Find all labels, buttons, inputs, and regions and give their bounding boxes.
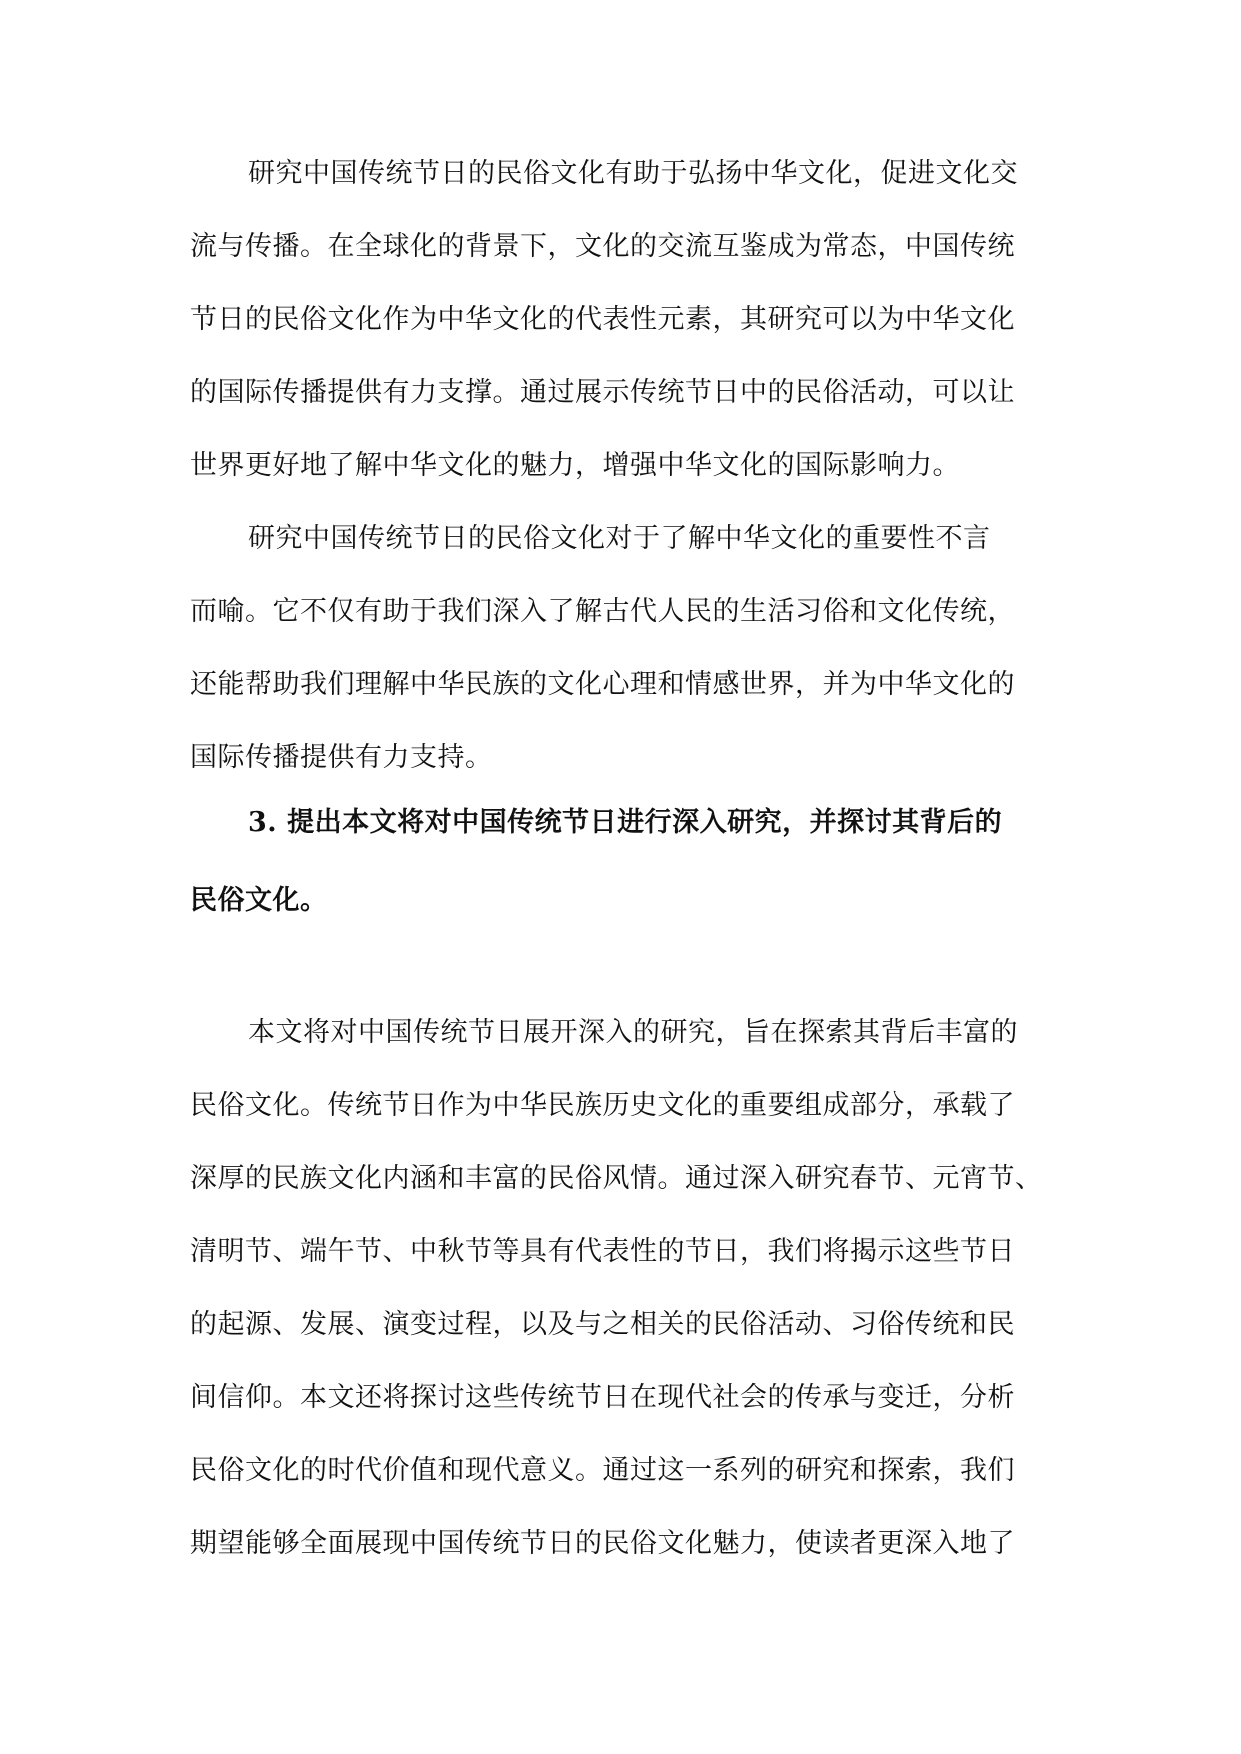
paragraph-1-line: 研究中国传统节日的民俗文化有助于弘扬中华文化，促进文化交: [248, 158, 1018, 189]
paragraph-2-line: 还能帮助我们理解中华民族的文化心理和情感世界，并为中华文化的: [190, 669, 1015, 700]
paragraph-2-line: 而喻。它不仅有助于我们深入了解古代人民的生活习俗和文化传统，: [190, 596, 1015, 627]
paragraph-3-line: 间信仰。本文还将探讨这些传统节日在现代社会的传承与变迁，分析: [190, 1382, 1015, 1413]
paragraph-3-line: 本文将对中国传统节日展开深入的研究，旨在探索其背后丰富的: [248, 1017, 1018, 1048]
paragraph-3-line: 清明节、端午节、中秋节等具有代表性的节日，我们将揭示这些节日: [190, 1236, 1015, 1267]
paragraph-1-line: 节日的民俗文化作为中华文化的代表性元素，其研究可以为中华文化: [190, 304, 1015, 335]
paragraph-1-line: 流与传播。在全球化的背景下，文化的交流互鉴成为常态，中国传统: [190, 231, 1015, 262]
paragraph-3-line: 民俗文化。传统节日作为中华民族历史文化的重要组成部分，承载了: [190, 1090, 1015, 1121]
paragraph-3-line: 的起源、发展、演变过程，以及与之相关的民俗活动、习俗传统和民: [190, 1309, 1015, 1340]
paragraph-3-line: 民俗文化的时代价值和现代意义。通过这一系列的研究和探索，我们: [190, 1455, 1015, 1486]
paragraph-3-line: 期望能够全面展现中国传统节日的民俗文化魅力，使读者更深入地了: [190, 1528, 1015, 1559]
paragraph-1-line: 的国际传播提供有力支撑。通过展示传统节日中的民俗活动，可以让: [190, 377, 1015, 408]
paragraph-2: [190, 502, 1050, 794]
paragraph-1: [190, 137, 1050, 502]
section-heading: [190, 784, 1050, 940]
paragraph-3: [190, 996, 1050, 1580]
paragraph-2-line: 研究中国传统节日的民俗文化对于了解中华文化的重要性不言: [248, 523, 991, 554]
section-heading-line: 民俗文化。: [190, 885, 328, 916]
paragraph-3-line: 深厚的民族文化内涵和丰富的民俗风情。通过深入研究春节、元宵节、: [190, 1163, 1043, 1194]
section-heading-line: 3. 提出本文将对中国传统节日进行深入研究，并探讨其背后的: [248, 807, 1003, 838]
paragraph-2-line: 国际传播提供有力支持。: [190, 742, 493, 773]
paragraph-1-line: 世界更好地了解中华文化的魅力，增强中华文化的国际影响力。: [190, 450, 960, 481]
